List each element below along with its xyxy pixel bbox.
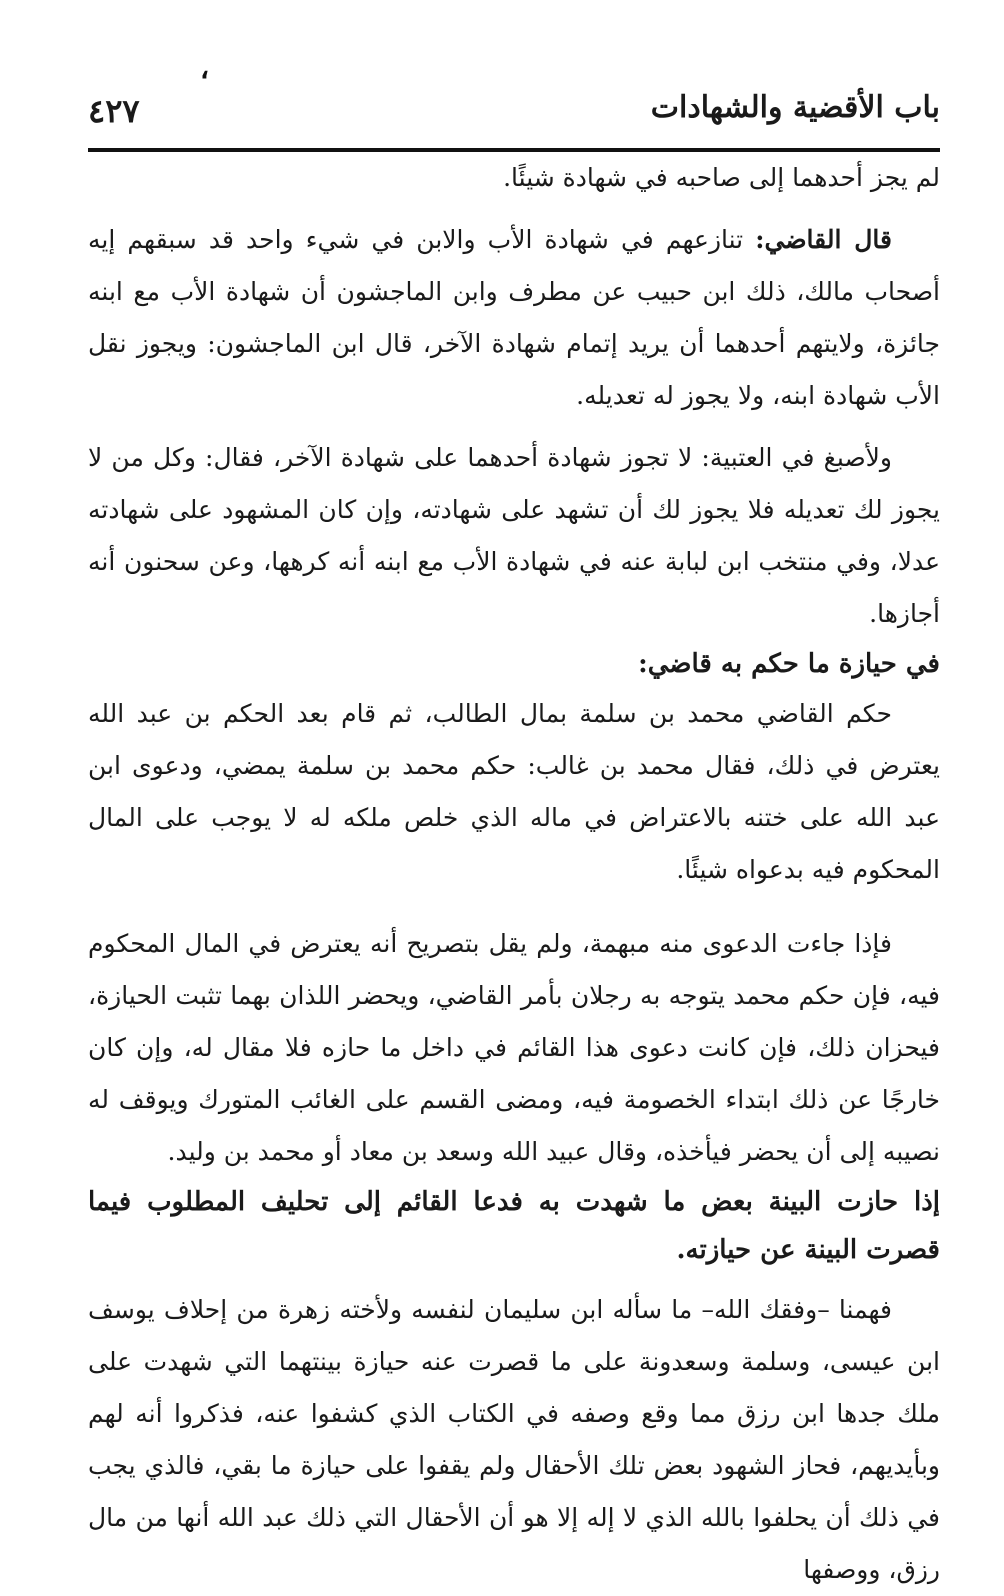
- running-title: باب الأقضية والشهادات: [650, 90, 940, 125]
- paragraph-1-text: لم يجز أحدهما إلى صاحبه في شهادة شيئًا.: [503, 163, 940, 192]
- page-header: [88, 90, 940, 150]
- book-page: [88, 40, 940, 1584]
- paragraph-3: [88, 432, 940, 640]
- section-heading-2: إذا حازت البينة بعض ما شهدت به فدعا القائم إلى تحليف المطلوب فيما قصرت البينة عن حيازته.: [88, 1187, 940, 1265]
- paragraph-2-lead: قال القاضي:: [755, 225, 892, 254]
- paragraph-1: [88, 152, 940, 204]
- paragraph-2: [88, 214, 940, 422]
- spacer: [88, 896, 940, 918]
- paragraph-3-text: ولأصبغ في العتبية: لا تجوز شهادة أحدهما على شهادة الآخر، فقال: وكل من لا يجوز لك تعديله فلا يجوز لك أن تشهد على شهادته، وإن كان المشهود على شهادته عدلا، وفي منتخب ابن لبابة عنه في شهادة الأب مع ابنه أنه كرهها، وعن سحنون أنه أجازها.: [88, 443, 940, 628]
- paragraph-6: [88, 1284, 940, 1596]
- page-number: ٤٢٧: [88, 92, 140, 130]
- spacer: [88, 422, 940, 432]
- paragraph-2-text: تنازعهم في شهادة الأب والابن في شيء واحد قد سبقهم إيه أصحاب مالك، ذلك ابن حبيب عن مطرف وابن الماجشون أن شهادة الأب مع ابنه جائزة، ولايتهم أحدهما أن يريد إتمام شهادة الآخر، قال ابن الماجشون: ويجوز نقل الأب شهادة ابنه، ولا يجوز له تعديله.: [88, 225, 940, 410]
- stray-ink-mark: ،: [200, 52, 210, 85]
- body-text: [88, 152, 940, 1596]
- paragraph-5: [88, 918, 940, 1178]
- spacer: [88, 204, 940, 214]
- paragraph-4: [88, 688, 940, 896]
- spacer: [88, 1274, 940, 1284]
- paragraph-4-text: حكم القاضي محمد بن سلمة بمال الطالب، ثم قام بعد الحكم بن عبد الله يعترض في ذلك، فقال محمد بن غالب: حكم محمد بن سلمة يمضي، ودعوى ابن عبد الله على ختنه بالاعتراض في ماله الذي خلص ملكه له لا يوجب على المال المحكوم فيه بدعواه شيئًا.: [88, 699, 940, 884]
- paragraph-6-text: فهمنا –وفقك الله– ما سأله ابن سليمان لنفسه ولأخته زهرة من إحلاف يوسف ابن عيسى، وسلمة وسعدونة على ما قصرت عنه حيازة بينتهما التي شهدت على ملك جدها ابن رزق مما وقع وصفه في الكتاب الذي كشفوا عنه، فذكروا أنه لهم وبأيديهم، فحاز الشهود بعض تلك الأحقال ولم يقفوا على حيازة ما بقي، فالذي يجب في ذلك أن يحلفوا بالله الذي لا إله إلا هو أن الأحقال التي ذلك عبد الله أنها من مال رزق، ووصفها: [88, 1295, 940, 1584]
- section-heading-1: في حيازة ما حكم به قاضي:: [638, 649, 940, 679]
- paragraph-5-text: فإذا جاءت الدعوى منه مبهمة، ولم يقل بتصريح أنه يعترض في المال المحكوم فيه، فإن حكم محمد يتوجه به رجلان بأمر القاضي، ويحضر اللذان بهما تثبت الحيازة، فيحزان ذلك، فإن كانت دعوى هذا القائم في داخل ما حازه فلا مقال له، وإن كان خارجًا عن ذلك ابتداء الخصومة فيه، ومضى القسم على الغائب المتورك ويوقف له نصيبه إلى أن يحضر فيأخذه، وقال عبيد الله وسعد بن معاد أو محمد بن وليد.: [88, 929, 940, 1166]
